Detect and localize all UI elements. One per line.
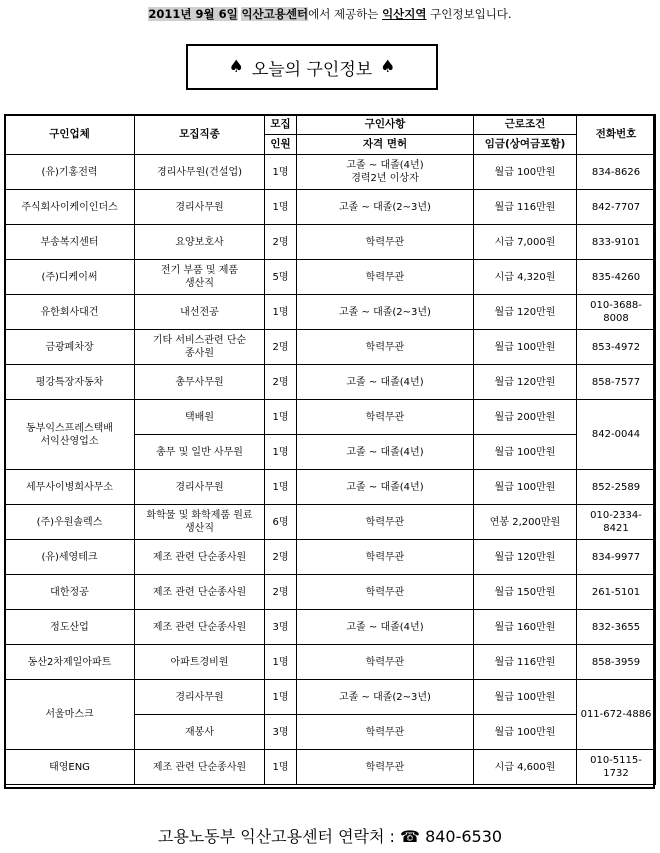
wage-cell: 시급 4,600원 xyxy=(474,750,577,785)
table-row xyxy=(5,470,656,505)
table-row xyxy=(5,190,656,225)
header-region: 익산지역 xyxy=(382,7,427,21)
footer-contact-text: 고용노동부 익산고용센터 연락처 : xyxy=(157,827,395,846)
job-cell: 택배원 xyxy=(135,400,265,435)
header-wage: 임금(상여금포함) xyxy=(474,135,577,155)
header-count-top: 모집 xyxy=(265,115,297,135)
phone-cell: 853-4972 xyxy=(577,330,656,365)
count-cell: 5명 xyxy=(265,260,297,295)
phone-cell: 832-3655 xyxy=(577,610,656,645)
table-row xyxy=(5,225,656,260)
count-cell: 3명 xyxy=(265,610,297,645)
job-cell: 제조 관련 단순종사원 xyxy=(135,610,265,645)
job-cell: 총무 및 일반 사무원 xyxy=(135,435,265,470)
requirements-cell: 고졸 ~ 대졸(4년) 경력2년 이상자 xyxy=(297,155,474,190)
count-cell: 1명 xyxy=(265,400,297,435)
wage-cell: 월급 150만원 xyxy=(474,575,577,610)
phone-cell: 858-7577 xyxy=(577,365,656,400)
phone-cell: 011-672-4886 xyxy=(577,680,656,750)
wage-cell: 월급 100만원 xyxy=(474,470,577,505)
spade-icon-left: ♠ xyxy=(228,57,244,77)
header-count-bottom: 인원 xyxy=(265,135,297,155)
requirements-cell: 고졸 ~ 대졸(4년) xyxy=(297,435,474,470)
company-cell: (유)세영테크 xyxy=(5,540,135,575)
company-cell: (주)우원솔렉스 xyxy=(5,505,135,540)
header-conditions: 근로조건 xyxy=(474,115,577,135)
table-row xyxy=(5,610,656,645)
phone-cell: 261-5101 xyxy=(577,575,656,610)
header-qualification: 자격 면허 xyxy=(297,135,474,155)
job-cell: 경리사무원(건설업) xyxy=(135,155,265,190)
table-row xyxy=(5,680,656,715)
phone-cell: 010-3688-8008 xyxy=(577,295,656,330)
header-suffix: 구인정보입니다. xyxy=(430,7,512,21)
wage-cell: 월급 100만원 xyxy=(474,715,577,750)
phone-cell: 834-8626 xyxy=(577,155,656,190)
phone-cell: 852-2589 xyxy=(577,470,656,505)
requirements-cell: 고졸 ~ 대졸(4년) xyxy=(297,470,474,505)
requirements-cell: 학력무관 xyxy=(297,505,474,540)
phone-cell: 010-2334-8421 xyxy=(577,505,656,540)
phone-cell: 834-9977 xyxy=(577,540,656,575)
header-requirements: 구인사항 xyxy=(297,115,474,135)
wage-cell: 월급 120만원 xyxy=(474,295,577,330)
company-cell: 평강특장자동차 xyxy=(5,365,135,400)
header-job: 모집직종 xyxy=(135,115,265,155)
table-row xyxy=(5,750,656,785)
requirements-cell: 고졸 ~ 대졸(2~3년) xyxy=(297,680,474,715)
phone-cell: 842-0044 xyxy=(577,400,656,470)
count-cell: 1명 xyxy=(265,190,297,225)
table-row xyxy=(5,365,656,400)
footer-phone: 840-6530 xyxy=(425,827,503,846)
wage-cell: 월급 120만원 xyxy=(474,365,577,400)
count-cell: 1명 xyxy=(265,470,297,505)
phone-cell: 833-9101 xyxy=(577,225,656,260)
requirements-cell: 학력무관 xyxy=(297,225,474,260)
job-cell: 경리사무원 xyxy=(135,680,265,715)
table-row xyxy=(5,295,656,330)
count-cell: 1명 xyxy=(265,295,297,330)
count-cell: 1명 xyxy=(265,435,297,470)
wage-cell: 월급 100만원 xyxy=(474,155,577,190)
table-row xyxy=(5,645,656,680)
company-cell: 세무사이병희사무소 xyxy=(5,470,135,505)
requirements-cell: 학력무관 xyxy=(297,750,474,785)
job-cell: 화학물 및 화학제품 원료 생산직 xyxy=(135,505,265,540)
requirements-cell: 고졸 ~ 대졸(2~3년) xyxy=(297,190,474,225)
company-cell: 동산2차제일아파트 xyxy=(5,645,135,680)
job-cell: 경리사무원 xyxy=(135,470,265,505)
job-cell: 제조 관련 단순종사원 xyxy=(135,540,265,575)
job-cell: 재봉사 xyxy=(135,715,265,750)
count-cell: 1명 xyxy=(265,645,297,680)
wage-cell: 월급 100만원 xyxy=(474,680,577,715)
requirements-cell: 학력무관 xyxy=(297,400,474,435)
count-cell: 1명 xyxy=(265,750,297,785)
count-cell: 1명 xyxy=(265,155,297,190)
title-box xyxy=(186,44,438,90)
requirements-cell: 고졸 ~ 대졸(2~3년) xyxy=(297,295,474,330)
table-row xyxy=(5,330,656,365)
table-row xyxy=(5,575,656,610)
company-cell: 태영ENG xyxy=(5,750,135,785)
count-cell: 2명 xyxy=(265,575,297,610)
job-cell: 기타 서비스관련 단순 종사원 xyxy=(135,330,265,365)
header-center: 익산고용센터 xyxy=(241,7,309,21)
wage-cell: 월급 160만원 xyxy=(474,610,577,645)
requirements-cell: 학력무관 xyxy=(297,645,474,680)
count-cell: 2명 xyxy=(265,225,297,260)
count-cell: 2명 xyxy=(265,365,297,400)
wage-cell: 월급 100만원 xyxy=(474,330,577,365)
header-date: 2011년 9월 6일 xyxy=(148,7,238,21)
requirements-cell: 학력무관 xyxy=(297,575,474,610)
requirements-cell: 학력무관 xyxy=(297,540,474,575)
wage-cell: 월급 120만원 xyxy=(474,540,577,575)
requirements-cell: 학력무관 xyxy=(297,330,474,365)
count-cell: 3명 xyxy=(265,715,297,750)
job-cell: 총무사무원 xyxy=(135,365,265,400)
job-cell: 제조 관련 단순종사원 xyxy=(135,575,265,610)
job-cell: 전기 부품 및 제품 생산직 xyxy=(135,260,265,295)
company-cell: (유)기홍전력 xyxy=(5,155,135,190)
telephone-icon: ☎ xyxy=(400,827,420,846)
company-cell: 정도산업 xyxy=(5,610,135,645)
wage-cell: 월급 116만원 xyxy=(474,190,577,225)
header-middle: 에서 제공하는 xyxy=(308,7,379,21)
page-footer xyxy=(0,824,660,847)
wage-cell: 연봉 2,200만원 xyxy=(474,505,577,540)
table-row xyxy=(5,155,656,190)
wage-cell: 월급 100만원 xyxy=(474,435,577,470)
page-header xyxy=(0,6,660,22)
table-row xyxy=(5,540,656,575)
phone-cell: 858-3959 xyxy=(577,645,656,680)
phone-cell: 835-4260 xyxy=(577,260,656,295)
header-company: 구인업체 xyxy=(5,115,135,155)
phone-cell: 842-7707 xyxy=(577,190,656,225)
company-cell: 대한정공 xyxy=(5,575,135,610)
job-cell: 요양보호사 xyxy=(135,225,265,260)
count-cell: 6명 xyxy=(265,505,297,540)
wage-cell: 월급 200만원 xyxy=(474,400,577,435)
table-row xyxy=(5,400,656,435)
company-cell: 주식회사이케이인더스 xyxy=(5,190,135,225)
company-cell: 서울마스크 xyxy=(5,680,135,750)
company-cell: 동부익스프레스택배 서익산영업소 xyxy=(5,400,135,470)
count-cell: 1명 xyxy=(265,680,297,715)
job-cell: 제조 관련 단순종사원 xyxy=(135,750,265,785)
company-cell: 부송복지센터 xyxy=(5,225,135,260)
requirements-cell: 고졸 ~ 대졸(4년) xyxy=(297,365,474,400)
requirements-cell: 학력무관 xyxy=(297,715,474,750)
company-cell: (주)디케이써 xyxy=(5,260,135,295)
job-cell: 아파트경비원 xyxy=(135,645,265,680)
table-row xyxy=(5,505,656,540)
spade-icon-right: ♠ xyxy=(380,57,396,77)
table-row xyxy=(5,260,656,295)
wage-cell: 시급 4,320원 xyxy=(474,260,577,295)
count-cell: 2명 xyxy=(265,330,297,365)
requirements-cell: 학력무관 xyxy=(297,260,474,295)
job-table xyxy=(4,114,656,785)
header-phone: 전화번호 xyxy=(577,115,656,155)
wage-cell: 월급 116만원 xyxy=(474,645,577,680)
job-cell: 내선전공 xyxy=(135,295,265,330)
wage-cell: 시급 7,000원 xyxy=(474,225,577,260)
requirements-cell: 고졸 ~ 대졸(4년) xyxy=(297,610,474,645)
job-cell: 경리사무원 xyxy=(135,190,265,225)
count-cell: 2명 xyxy=(265,540,297,575)
phone-cell: 010-5115-1732 xyxy=(577,750,656,785)
company-cell: 금광폐차장 xyxy=(5,330,135,365)
page-title: 오늘의 구인정보 xyxy=(251,59,373,80)
company-cell: 유한회사대건 xyxy=(5,295,135,330)
